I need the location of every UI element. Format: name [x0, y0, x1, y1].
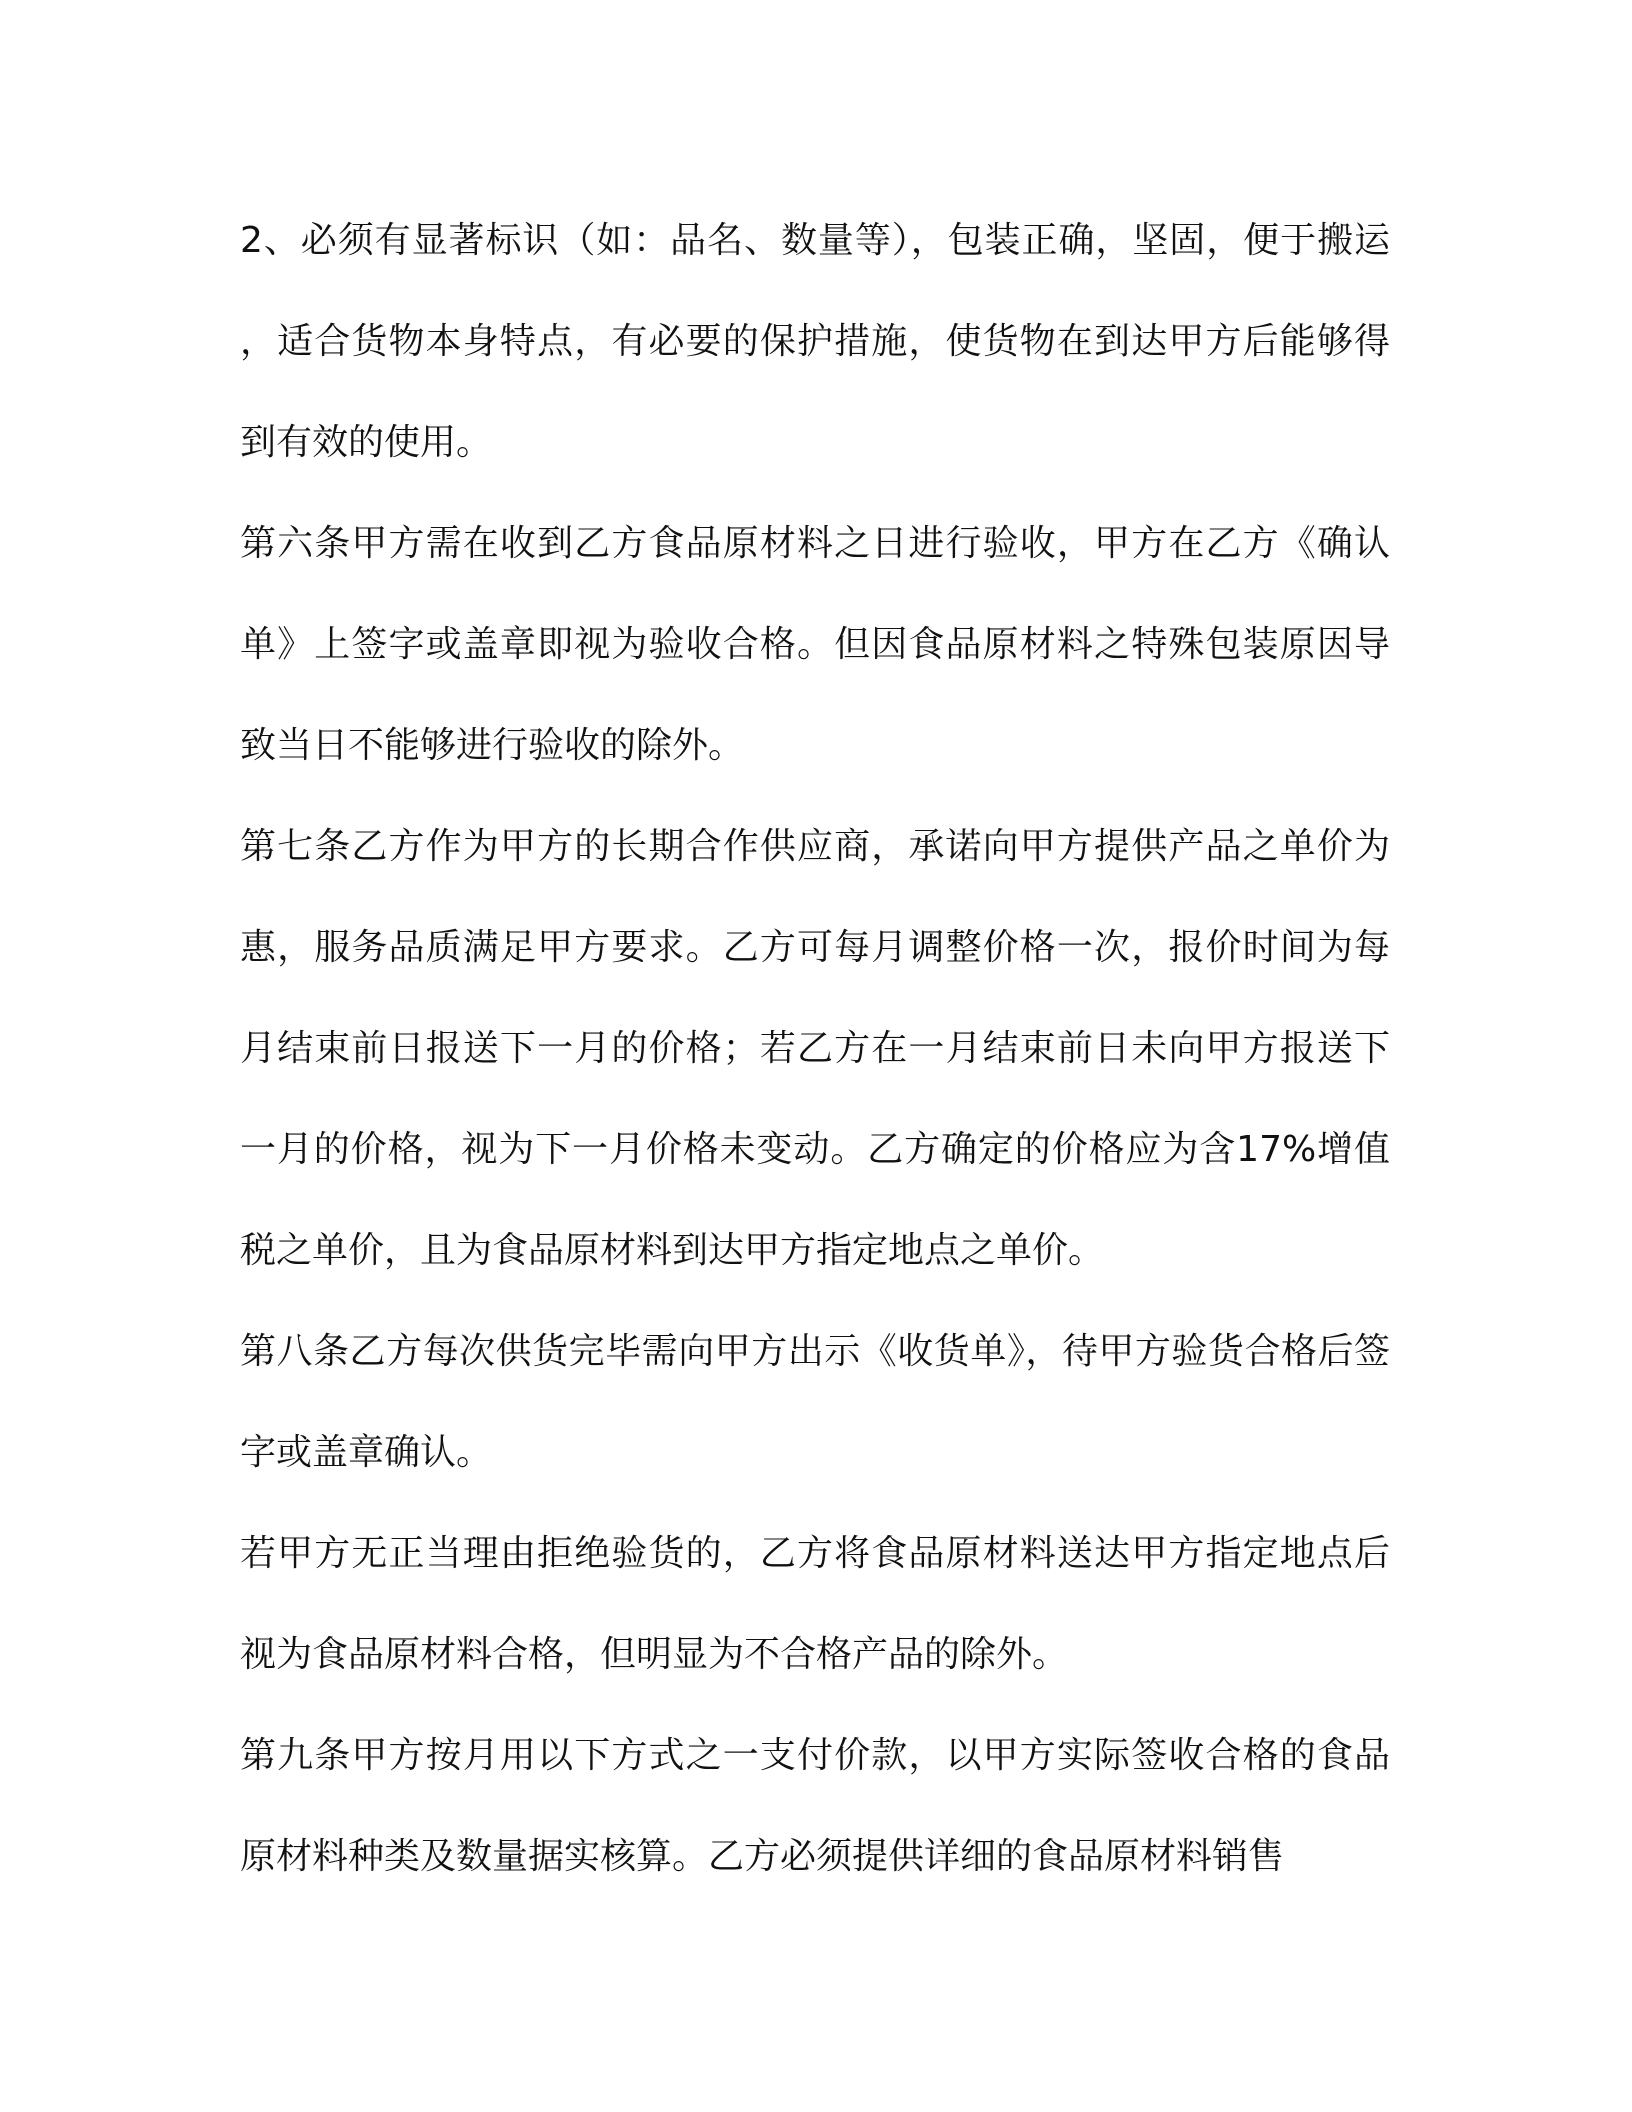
paragraph-article-9: 第九条甲方按月用以下方式之一支付价款，以甲方实际签收合格的食品原材料种类及数量据实核算。乙方必须提供详细的食品原材料销售 — [240, 1735, 1390, 1877]
paragraph-article-6: 第六条甲方需在收到乙方食品原材料之日进行验收，甲方在乙方《确认单》上签字或盖章即视为验收合格。但因食品原材料之特殊包装原因导致当日不能够进行验收的除外。 — [240, 523, 1390, 766]
paragraph-refusal-clause: 若甲方无正当理由拒绝验货的，乙方将食品原材料送达甲方指定地点后视为食品原材料合格，但明显为不合格产品的除外。 — [240, 1533, 1390, 1675]
paragraph-packaging-requirements: 2、必须有显著标识（如：品名、数量等），包装正确，坚固，便于搬运，适合货物本身特点，有必要的保护措施，使货物在到达甲方后能够得到有效的使用。 — [240, 220, 1390, 463]
document-body — [240, 190, 1390, 1907]
paragraph-article-7: 第七条乙方作为甲方的长期合作供应商，承诺向甲方提供产品之单价为惠，服务品质满足甲方要求。乙方可每月调整价格一次，报价时间为每月结束前日报送下一月的价格；若乙方在一月结束前日未向甲方报送下一月的价格，视为下一月价格未变动。乙方确定的价格应为含17%增值税之单价，且为食品原材料到达甲方指定地点之单价。 — [240, 826, 1390, 1271]
paragraph-article-8: 第八条乙方每次供货完毕需向甲方出示《收货单》，待甲方验货合格后签字或盖章确认。 — [240, 1331, 1390, 1473]
